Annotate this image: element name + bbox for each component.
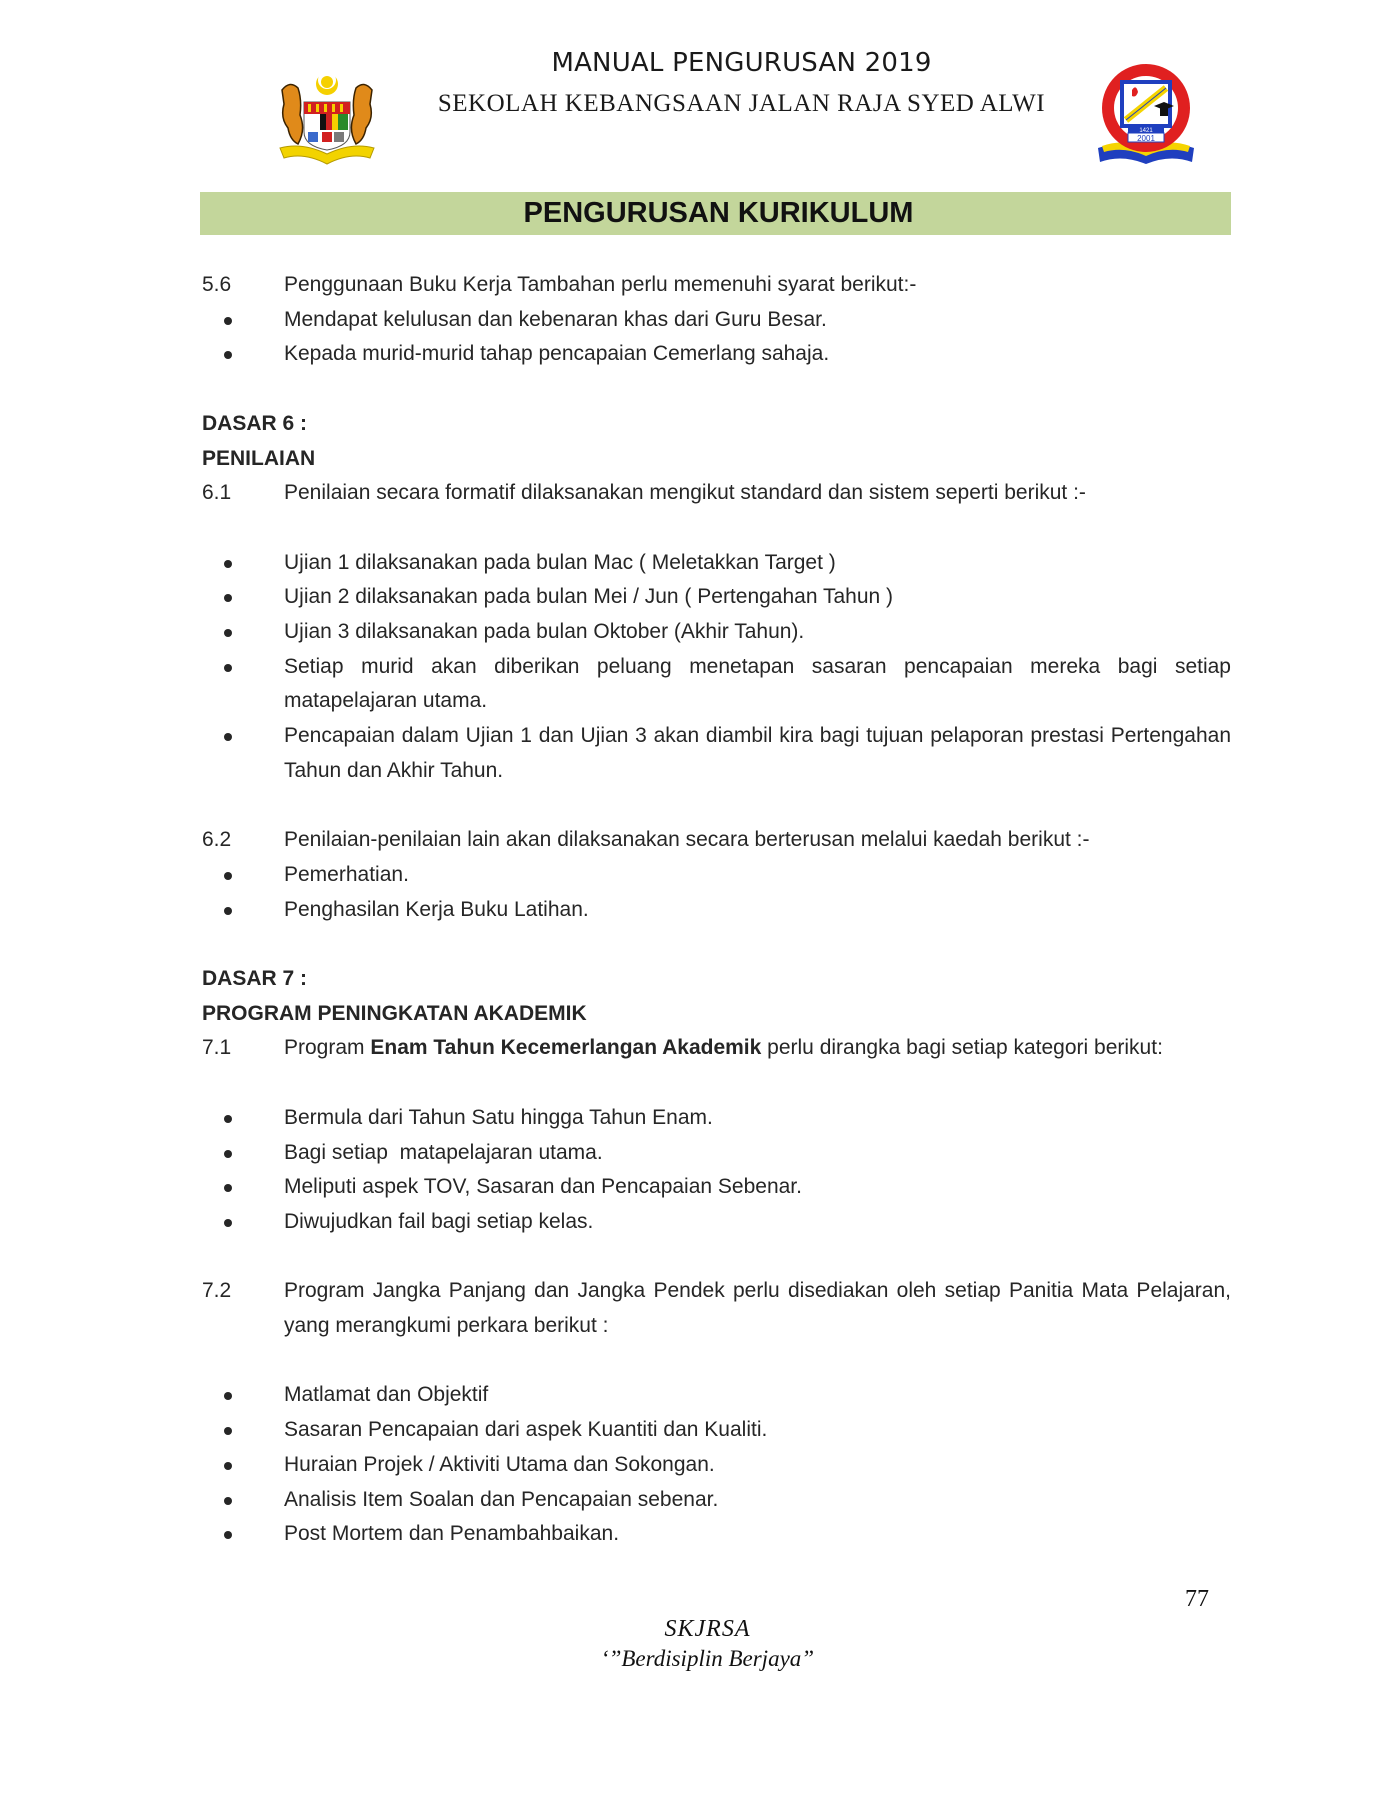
- list-item: Pemerhatian.: [284, 858, 1231, 893]
- policy-label: DASAR 6 :: [202, 411, 308, 435]
- section-banner: [200, 192, 1231, 235]
- svg-text:1421: 1421: [1139, 128, 1153, 134]
- policy-title: PENILAIAN: [202, 446, 316, 470]
- footer-motto: ‘”Berdisiplin Berjaya”: [600, 1646, 815, 1671]
- policy-title: PROGRAM PENINGKATAN AKADEMIK: [202, 1001, 587, 1025]
- list-item: Sasaran Pencapaian dari aspek Kuantiti dan Kualiti.: [284, 1413, 1231, 1448]
- clause-number: 7.1: [202, 1036, 232, 1060]
- bullet-icon: [224, 1392, 232, 1400]
- bullet-icon: [224, 317, 232, 325]
- bullet-icon: [224, 907, 232, 915]
- list-item: Ujian 1 dilaksanakan pada bulan Mac ( Meletakkan Target ): [284, 546, 1231, 581]
- malaysia-coat-of-arms-icon: [272, 70, 382, 170]
- list-item: Setiap murid akan diberikan peluang menetapan sasaran pencapaian mereka bagi setiap matapelajaran utama.: [284, 650, 1231, 719]
- bullet-icon: [224, 1219, 232, 1227]
- list-item: Mendapat kelulusan dan kebenaran khas dari Guru Besar.: [284, 303, 1231, 338]
- clause-text: Penilaian-penilaian lain akan dilaksanakan secara berterusan melalui kaedah berikut :-: [284, 828, 1090, 852]
- list-item: Penghasilan Kerja Buku Latihan.: [284, 893, 1231, 928]
- school-crest-icon: [1092, 62, 1200, 168]
- clause-text: Program Enam Tahun Kecemerlangan Akademik perlu dirangka bagi setiap kategori berikut:: [284, 1036, 1163, 1060]
- list-item: Bermula dari Tahun Satu hingga Tahun Enam.: [284, 1101, 1231, 1136]
- list-item: Huraian Projek / Aktiviti Utama dan Sokongan.: [284, 1448, 1231, 1483]
- clause-5-6: [202, 268, 1231, 303]
- list-item: Analisis Item Soalan dan Pencapaian sebenar.: [284, 1483, 1231, 1518]
- list-item: Post Mortem dan Penambahbaikan.: [284, 1517, 1231, 1552]
- bullet-icon: [224, 1497, 232, 1505]
- banner-title: PENGURUSAN KURIKULUM: [523, 197, 914, 229]
- bullet-icon: [224, 1462, 232, 1470]
- bullet-icon: [224, 629, 232, 637]
- bullet-icon: [224, 1531, 232, 1539]
- clause-6-1: [202, 476, 1231, 511]
- list-item: Kepada murid-murid tahap pencapaian Cemerlang sahaja.: [284, 337, 1231, 372]
- clause-6-2: [202, 823, 1231, 858]
- school-name: SEKOLAH KEBANGSAAN JALAN RAJA SYED ALWI: [437, 90, 1046, 117]
- bullet-icon: [224, 1427, 232, 1435]
- clause-text: Program Jangka Panjang dan Jangka Pendek perlu disediakan oleh setiap Panitia Mata Pelajaran, yang merangkumi perkara berikut :: [284, 1279, 1231, 1337]
- bullet-icon: [224, 872, 232, 880]
- bullet-icon: [224, 560, 232, 568]
- clause-number: 7.2: [202, 1279, 232, 1303]
- list-item: Pencapaian dalam Ujian 1 dan Ujian 3 akan diambil kira bagi tujuan pelaporan prestasi Pertengahan Tahun dan Akhir Tahun.: [284, 719, 1231, 788]
- bullet-icon: [224, 1115, 232, 1123]
- list-item: Ujian 3 dilaksanakan pada bulan Oktober (Akhir Tahun).: [284, 615, 1231, 650]
- page-number: 77: [1185, 1586, 1209, 1612]
- list-item: Matlamat dan Objektif: [284, 1378, 1231, 1413]
- bullet-icon: [224, 594, 232, 602]
- list-item: Ujian 2 dilaksanakan pada bulan Mei / Jun ( Pertengahan Tahun ): [284, 580, 1231, 615]
- bullet-icon: [224, 351, 232, 359]
- bullet-icon: [224, 664, 232, 672]
- clause-text: Penilaian secara formatif dilaksanakan mengikut standard dan sistem seperti berikut :-: [284, 481, 1086, 505]
- clause-text: Penggunaan Buku Kerja Tambahan perlu memenuhi syarat berikut:-: [284, 273, 917, 296]
- clause-number: 6.2: [202, 828, 232, 852]
- bullet-icon: [224, 733, 232, 741]
- document-title: MANUAL PENGURUSAN 2019: [551, 48, 932, 78]
- document-body: [202, 268, 1231, 1552]
- clause-7-2: [202, 1274, 1231, 1343]
- svg-text:2001: 2001: [1137, 134, 1155, 143]
- list-item: Bagi setiap matapelajaran utama.: [284, 1136, 1231, 1171]
- emphasis-text: Enam Tahun Kecemerlangan Akademik: [370, 1036, 762, 1060]
- footer-school-abbrev: SKJRSA: [664, 1616, 751, 1642]
- list-item: Meliputi aspek TOV, Sasaran dan Pencapaian Sebenar.: [284, 1170, 1231, 1205]
- list-item: Diwujudkan fail bagi setiap kelas.: [284, 1205, 1231, 1240]
- clause-7-1: [202, 1031, 1231, 1066]
- policy-label: DASAR 7 :: [202, 967, 308, 990]
- clause-number: 6.1: [202, 481, 232, 505]
- clause-number: 5.6: [202, 273, 232, 296]
- bullet-icon: [224, 1150, 232, 1158]
- bullet-icon: [224, 1184, 232, 1192]
